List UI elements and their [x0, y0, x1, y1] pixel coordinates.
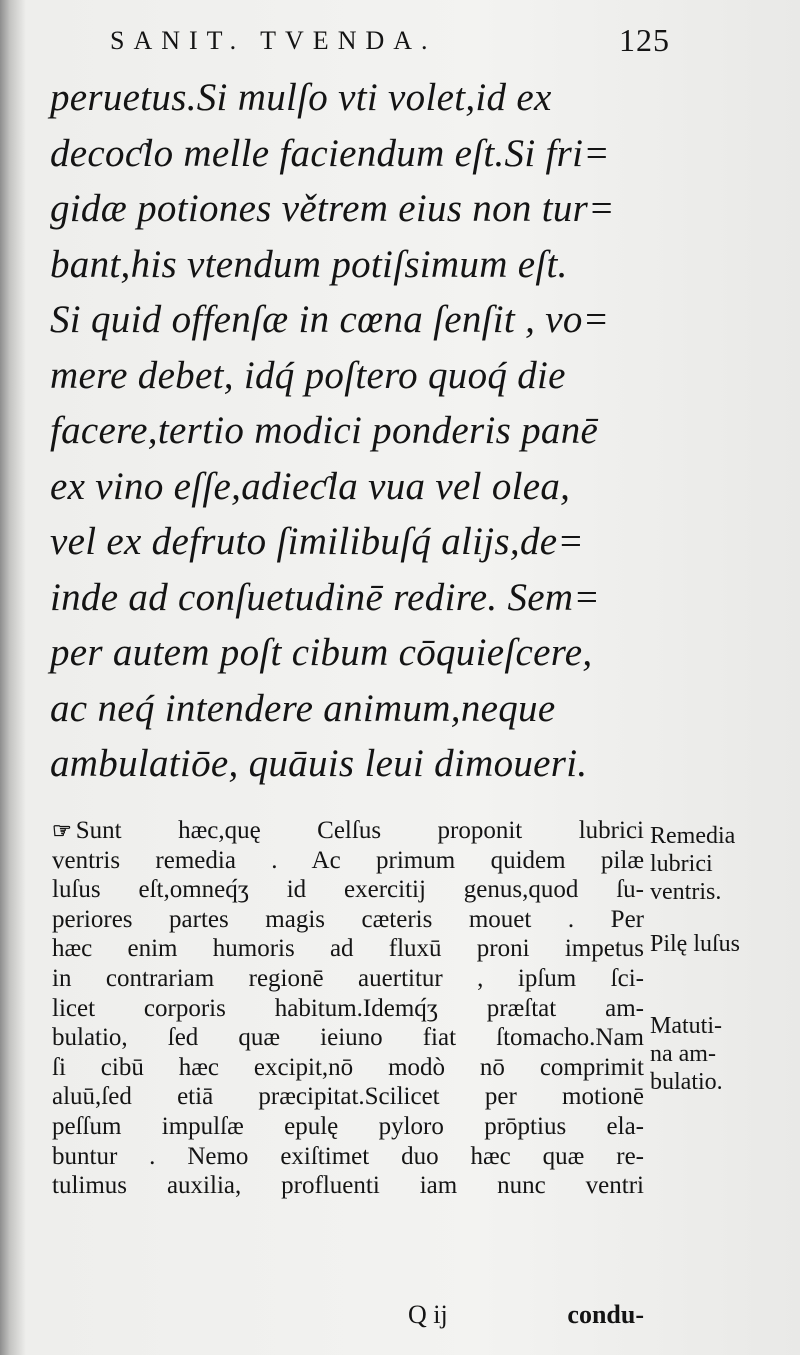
running-title: SANIT. TVENDA. — [110, 26, 437, 55]
text-line: hæc enim humoris ad fluxū proni impetus — [52, 935, 644, 963]
text-line: Si quid offenſæ in cœna ſenſit , vo= — [50, 298, 610, 341]
text-line: inde ad conſuetudinē redire. Sem= — [50, 575, 600, 619]
text-line: ac neq́ intendere animum,neque — [50, 686, 556, 730]
italic-text-block — [50, 70, 650, 792]
catchword: condu- — [567, 1300, 644, 1329]
text-line: licet corporis habitum.Idemq́ʒ præſtat am- — [52, 994, 644, 1022]
text-line: ambulatiōe, quāuis leui dimoueri. — [50, 742, 588, 785]
manicule-icon: ☞ — [52, 818, 72, 843]
text-line: tulimus auxilia, profluenti iam nunc ventri — [52, 1172, 644, 1200]
margin-note-pile-lusus — [650, 930, 800, 958]
margin-note-line: Remedia — [650, 823, 736, 849]
margin-note-line: bulatio. — [650, 1069, 723, 1095]
text-line: bulatio, ſed quæ ieiuno fiat ſtomacho.Nam — [52, 1024, 644, 1052]
text-line: aluū,ſed etiā præcipitat.Scilicet per motionē — [52, 1083, 644, 1111]
text-line: gidæ potiones větrem eius non tur= — [50, 187, 615, 230]
text-line: decoƈlo melle faciendum eſt.Si fri= — [50, 131, 610, 175]
margin-note-line: lubrici — [650, 851, 713, 877]
text-line: mere debet, idq́ poſtero quoq́ die — [50, 353, 566, 397]
text-line — [52, 816, 644, 846]
page-footer — [52, 1300, 644, 1340]
text-line: per autem poſt cibum cōquieſcere, — [50, 631, 593, 674]
text-line-content: Sunt hæc,quę Celſus proponit lubrici — [75, 817, 644, 844]
margin-note-line: ventris. — [650, 879, 722, 905]
signature-mark: Q ij — [408, 1300, 448, 1329]
running-header — [110, 22, 670, 62]
margin-note-remedia — [650, 822, 800, 906]
roman-commentary-block — [52, 816, 644, 1201]
text-line: peſſum impulſæ epulę pyloro prōptius ela- — [52, 1112, 644, 1140]
bleed-through-shadow — [700, 150, 707, 175]
text-line: ex vino eſſe,adieƈla vua vel olea, — [50, 464, 571, 508]
page-number: 125 — [619, 22, 670, 58]
margin-note-matutina — [650, 1012, 800, 1096]
text-line: facere,tertio modici ponderis panē — [50, 409, 599, 452]
text-line: peruetus.Si mulſo vti volet,id ex — [50, 76, 552, 119]
text-line: buntur . Nemo exiſtimet duo hæc quæ re- — [52, 1142, 644, 1170]
margin-note-line: Pilę luſus — [650, 931, 741, 957]
text-line: ſi cibū hæc excipit,nō modò nō comprimit — [52, 1053, 644, 1081]
margin-note-line: Matuti- — [650, 1013, 722, 1039]
text-line: luſus eſt,omneq́ʒ id exercitij genus,quod ſu- — [52, 876, 644, 904]
text-line: ventris remedia . Ac primum quidem pilæ — [52, 846, 644, 874]
text-line: vel ex defruto ſimilibuſq́ alijs,de= — [50, 520, 584, 563]
text-line: periores partes magis cæteris mouet . Per — [52, 905, 644, 933]
text-line: bant,his vtendum potiſsimum eſt. — [50, 242, 568, 286]
margin-note-line: na am- — [650, 1041, 716, 1067]
text-line: in contrariam regionē auertitur , ipſum ſci- — [52, 964, 644, 992]
